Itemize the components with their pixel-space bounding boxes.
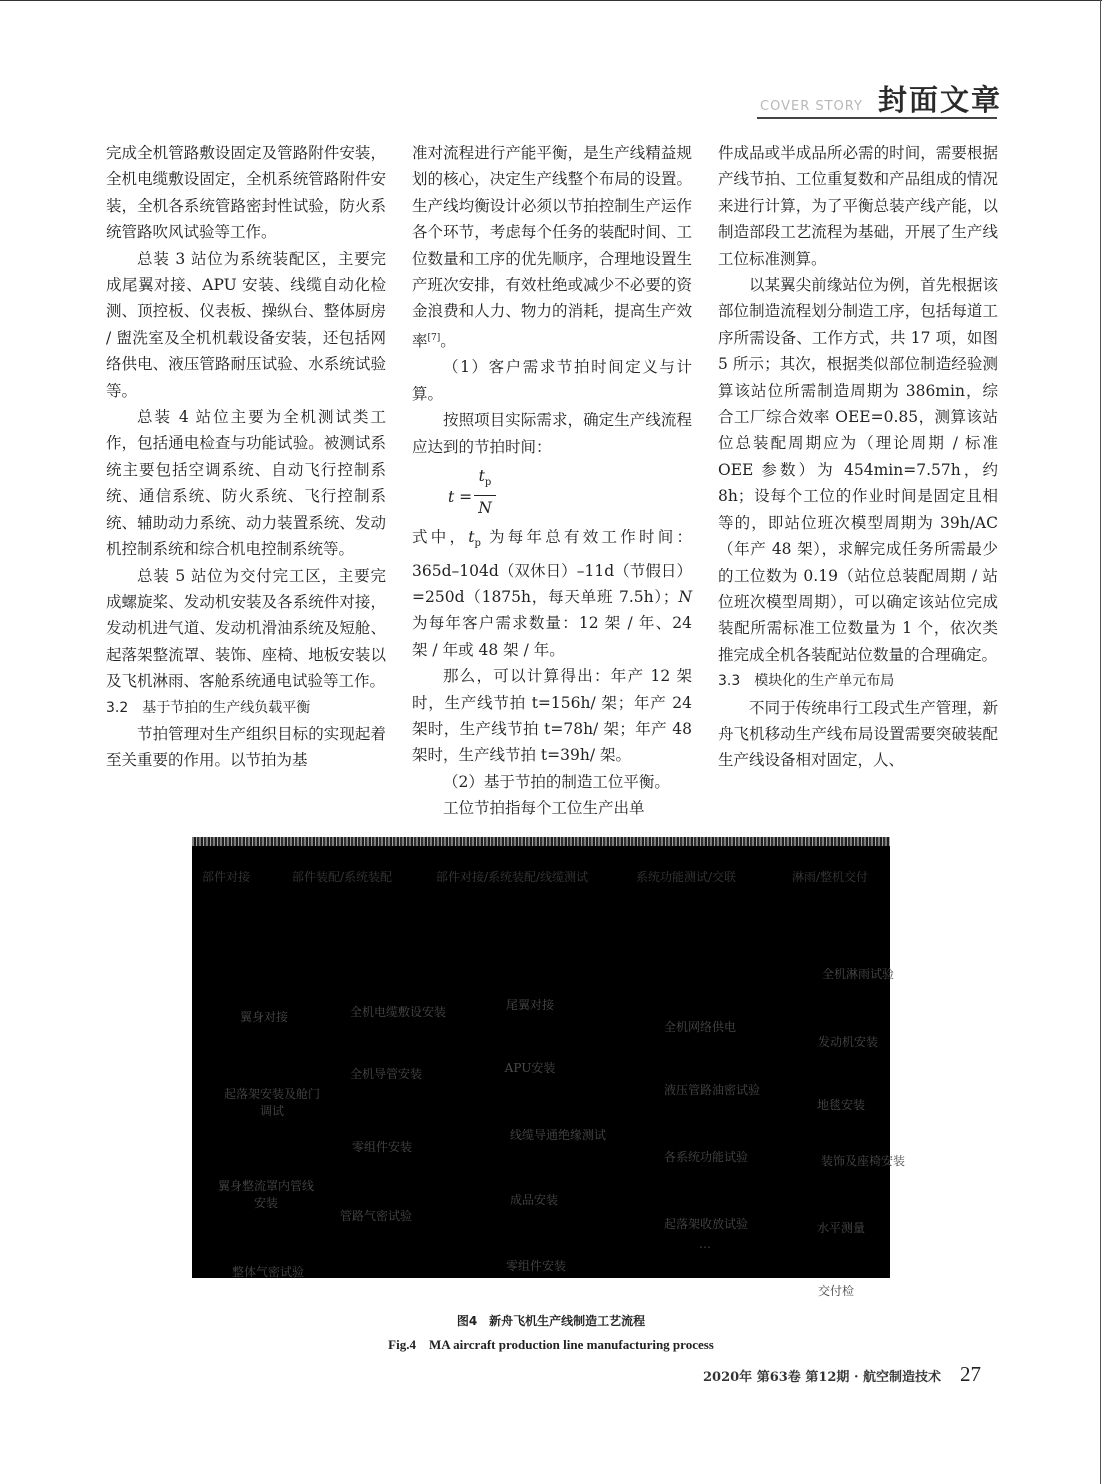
paragraph: 总装 3 站位为系统装配区，主要完成尾翼对接、APU 安装、线缆自动化检测、顶控板、仪表板、操纵台、整体厨房 / 盥洗室及全机机载设备安装，还包括网络供电、液压管路耐压试验、水系统试验等。 — [106, 249, 386, 400]
process-step: 各系统功能试验 — [663, 1150, 748, 1164]
process-step: 整体气密试验 — [231, 1265, 304, 1279]
formula-num-sub: p — [484, 477, 492, 489]
paragraph-text: 式中， — [412, 528, 469, 547]
process-step: 全机电缆敷设安装 — [349, 1005, 446, 1019]
paragraph — [412, 140, 692, 354]
figure-caption-cn: 图4 新舟飞机生产线制造工艺流程 — [456, 1314, 646, 1328]
citation-ref: [7] — [427, 332, 441, 343]
paragraph: 按照项目实际需求，确定生产线流程应达到的节拍时间： — [412, 411, 692, 456]
header-rule — [757, 117, 997, 119]
text-column-1 — [106, 140, 386, 774]
journal-footer: 2020年 第63卷 第12期 · 航空制造技术 — [703, 1370, 941, 1385]
paragraph — [412, 524, 692, 663]
paragraph: 工位节拍指每个工位生产出单 — [443, 799, 645, 818]
formula-numerator — [474, 464, 496, 496]
process-step-ellipsis: … — [699, 1237, 711, 1251]
paragraph-text: 为每年总有效工作时间：365d–104d（双休日）–11d（节假日）=250d（1875h，每天单班 7.5h）； — [412, 528, 692, 606]
figure-caption-en: Fig.4 MA aircraft production line manufacturing process — [388, 1337, 714, 1352]
paragraph: 节拍管理对生产组织目标的实现起着至关重要的作用。以节拍为基 — [106, 724, 386, 770]
paragraph: 完成全机管路敷设固定及管路附件安装，全机电缆敷设固定，全机系统管路附件安装，全机各系统管路密封性试验，防火系统管路吹风试验等工作。 — [106, 144, 386, 242]
formula-denominator: N — [478, 499, 492, 518]
paragraph-text: 准对流程进行产能平衡，是生产线精益规划的核心，决定生产线整个布局的设置。生产线均衡设计必须以节拍控制生产运作各个环节，考虑每个任务的装配时间、工位数量和工序的优先顺序，合理地设置生产班次安排，有效杜绝或减少不必要的资金浪费和人力、物力的消耗，提高生产效率 — [412, 144, 692, 350]
stage-header: 部件装配/系统装配 — [292, 870, 393, 884]
paragraph: 总装 5 站位为交付完工区，主要完成螺旋桨、发动机安装及各系统件对接，发动机进气道、发动机滑油系统及短舱、起落架整流罩、装饰、座椅、地板安装以及飞机淋雨、客舱系统通电试验等工作。 — [106, 566, 386, 691]
stage-header: 淋雨/整机交付 — [792, 870, 869, 884]
paragraph: 那么，可以计算得出：年产 12 架时，生产线节拍 t=156h/ 架；年产 24 架时，生产线节拍 t=78h/ 架；年产 48 架时，生产线节拍 t=39h/ 架。 — [412, 667, 692, 765]
process-step: 地毯安装 — [816, 1098, 865, 1112]
process-step: APU安装 — [504, 1061, 556, 1075]
paragraph-text: 为每年客户需求数量：12 架 / 年、24 架 / 年或 48 架 / 年。 — [412, 614, 692, 659]
paragraph-end: 。 — [440, 332, 456, 350]
paragraph: （2）基于节拍的制造工位平衡。 — [443, 772, 670, 791]
paragraph: （1）客户需求节拍时间定义与计算。 — [412, 358, 692, 403]
section-label-en: COVER STORY — [760, 99, 863, 114]
paragraph: 件成品或半成品所必需的时间，需要根据产线节拍、工位重复数和产品组成的情况来进行计算，为了平衡总装产线产能，以制造部段工艺流程为基础，开展了生产线工位标准测算。 — [718, 144, 998, 268]
process-step: 发动机安装 — [817, 1035, 878, 1049]
stage-header: 部件对接 — [202, 870, 251, 884]
stage-header: 部件对接/系统装配/线缆测试 — [436, 870, 589, 884]
process-step: 装饰及座椅安装 — [820, 1154, 905, 1168]
formula-fraction — [474, 464, 496, 520]
section-label-cn: 封面文章 — [878, 83, 1003, 117]
process-step-final: 交付检 — [818, 1284, 855, 1298]
process-step: 成品安装 — [509, 1193, 558, 1207]
right-border-line — [1100, 0, 1101, 1484]
figure-scan-noise — [192, 837, 890, 846]
section-heading-3-3: 3.3 模块化的生产单元布局 — [718, 673, 895, 690]
var-sub: p — [474, 538, 481, 550]
paragraph: 总装 4 站位主要为全机测试类工作，包括通电检查与功能试验。被测试系统主要包括空调系统、自动飞行控制系统、通信系统、防火系统、飞行控制系统、辅助动力系统、动力装置系统、发动机控制系统和综合机电控制系统等。 — [106, 408, 386, 559]
takt-formula — [412, 464, 692, 520]
paragraph: 不同于传统串行工段式生产管理，新舟飞机移动生产线布局设置需要突破装配生产线设备相对固定，人、 — [718, 698, 998, 770]
top-border-line — [0, 0, 1102, 1]
process-step: 管路气密试验 — [339, 1209, 412, 1223]
process-step: 尾翼对接 — [505, 998, 554, 1012]
var-t: t — [468, 528, 475, 547]
formula-num-var: t — [478, 467, 485, 486]
paragraph: 以某翼尖前缘站位为例，首先根据该部位制造流程划分制造工序，包括每道工序所需设备、工作方式，共 17 项，如图 5 所示；其次，根据类似部位制造经验测算该站位所需制造周期为 386min，综合工厂综合效率 OEE=0.85，测算该站位总装配周期应为（理论周期 / 标准 OEE 参数）为 454min=7.57h，约 8h；设每个工位的作业时间是固定且相等的，即站位班次模型周期为 39h/AC（年产 48 架），求解完成任务所需最少的工位数为 0.19（站位总装配周期 / 站位班次模型周期），可以确定该站位完成装配所需标准工位数量为 1 个，依次类推完成全机各装配站位数量的合理确定。 — [718, 276, 998, 664]
text-column-2 — [412, 140, 692, 822]
stage-header: 系统功能测试/交联 — [636, 870, 737, 884]
formula-lhs: t = — [448, 488, 473, 507]
process-step: 翼身对接 — [239, 1010, 288, 1024]
process-step: 水平测量 — [816, 1221, 865, 1235]
process-step: 起落架收放试验 — [663, 1217, 748, 1231]
process-step: 零组件安装 — [351, 1140, 412, 1154]
process-step: 液压管路油密试验 — [663, 1083, 760, 1097]
process-step: 起落架安装及舱门调试 — [223, 1087, 320, 1118]
section-heading-3-2: 3.2 基于节拍的生产线负载平衡 — [106, 699, 311, 716]
page-number: 27 — [960, 1362, 981, 1386]
process-step: 全机导管安装 — [349, 1067, 422, 1081]
process-step: 全机淋雨试验 — [821, 967, 894, 981]
process-step: 零组件安装 — [505, 1259, 566, 1273]
process-step: 翼身整流罩内管线安装 — [218, 1179, 315, 1210]
var-n: N — [678, 587, 692, 606]
text-column-3 — [718, 140, 998, 774]
process-step: 全机网络供电 — [663, 1020, 736, 1034]
process-step: 线缆导通绝缘测试 — [509, 1128, 606, 1142]
